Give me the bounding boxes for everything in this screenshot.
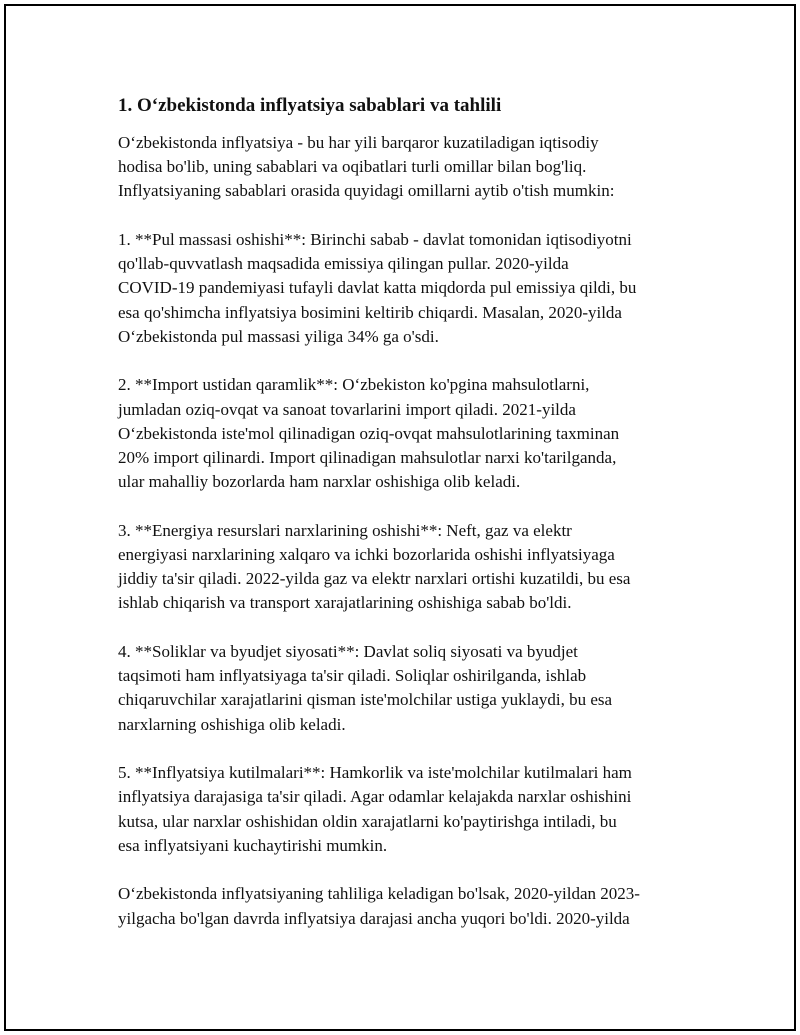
text-line: hodisa bo'lib, uning sabablari va oqibatlari turli omillar bilan bog'liq. <box>118 157 587 177</box>
text-line: kutsa, ular narxlar oshishidan oldin xarajatlarni ko'paytirishga intiladi, bu <box>118 811 617 831</box>
paragraph-analysis <box>118 882 698 930</box>
text-line: COVID-19 pandemiyasi tufayli davlat katta miqdorda pul emissiya qildi, bu <box>118 278 637 298</box>
text-line: ishlab chiqarish va transport xarajatlarining oshishiga sabab bo'ldi. <box>118 593 572 613</box>
text-line: 5. **Inflyatsiya kutilmalari**: Hamkorlik va iste'molchilar kutilmalari ham <box>118 763 632 783</box>
text-line: chiqaruvchilar xarajatlarini qisman iste'molchilar ustiga yuklaydi, bu esa <box>118 690 613 710</box>
text-line: jiddiy ta'sir qiladi. 2022-yilda gaz va elektr narxlari ortishi kuzatildi, bu esa <box>118 569 631 589</box>
text-line: 20% import qilinardi. Import qilinadigan mahsulotlar narxi ko'tarilganda, <box>118 448 617 468</box>
text-line: 4. **Soliklar va byudjet siyosati**: Davlat soliq siyosati va byudjet <box>118 642 578 662</box>
text-line: Inflyatsiyaning sabablari orasida quyidagi omillarni aytib o'tish mumkin: <box>118 181 615 201</box>
text-line: Oʻzbekistonda pul massasi yiliga 34% ga o'sdi. <box>118 326 439 346</box>
text-line: inflyatsiya darajasiga ta'sir qiladi. Agar odamlar kelajakda narxlar oshishini <box>118 787 632 807</box>
paragraph-tax-budget-policy <box>118 640 698 737</box>
text-line: 1. **Pul massasi oshishi**: Birinchi sabab - davlat tomonidan iqtisodiyotni <box>118 230 632 249</box>
text-line: narxlarning oshishiga olib keladi. <box>118 714 346 734</box>
paragraph-energy-prices <box>118 519 698 616</box>
text-line: energiyasi narxlarining xalqaro va ichki bozorlarida oshishi inflyatsiyaga <box>118 545 615 565</box>
text-line: taqsimoti ham inflyatsiyaga ta'sir qiladi. Soliqlar oshirilganda, ishlab <box>118 666 587 686</box>
text-line: Oʻzbekistonda iste'mol qilinadigan oziq-ovqat mahsulotlarining taxminan <box>118 423 620 443</box>
text-line: Oʻzbekistonda inflyatsiya - bu har yili barqaror kuzatiladigan iqtisodiy <box>118 133 599 152</box>
text-line: esa qo'shimcha inflyatsiya bosimini keltirib chiqardi. Masalan, 2020-yilda <box>118 302 622 322</box>
text-line: Oʻzbekistonda inflyatsiyaning tahliliga keladigan bo'lsak, 2020-yildan 2023- <box>118 884 640 904</box>
document-title: 1. Oʻzbekistonda inflyatsiya sabablari va tahlili <box>118 95 502 116</box>
text-line: esa inflyatsiyani kuchaytirishi mumkin. <box>118 835 388 855</box>
paragraph-import-dependence <box>118 373 698 494</box>
paragraph-money-supply <box>118 228 698 349</box>
text-line: jumladan oziq-ovqat va sanoat tovarlarini import qiladi. 2021-yilda <box>118 399 576 419</box>
text-line: 3. **Energiya resurslari narxlarining oshishi**: Neft, gaz va elektr <box>118 520 572 540</box>
document-body <box>118 94 698 955</box>
paragraph-inflation-expectations <box>118 761 698 858</box>
text-line: qo'llab-quvvatlash maqsadida emissiya qilingan pullar. 2020-yilda <box>118 254 569 274</box>
paragraph-intro <box>118 131 698 204</box>
text-line: yilgacha bo'lgan davrda inflyatsiya darajasi ancha yuqori bo'ldi. 2020-yilda <box>118 908 630 928</box>
text-line: ular mahalliy bozorlarda ham narxlar oshishiga olib keladi. <box>118 472 521 492</box>
text-line: 2. **Import ustidan qaramlik**: Oʻzbekiston ko'pgina mahsulotlarni, <box>118 375 590 395</box>
